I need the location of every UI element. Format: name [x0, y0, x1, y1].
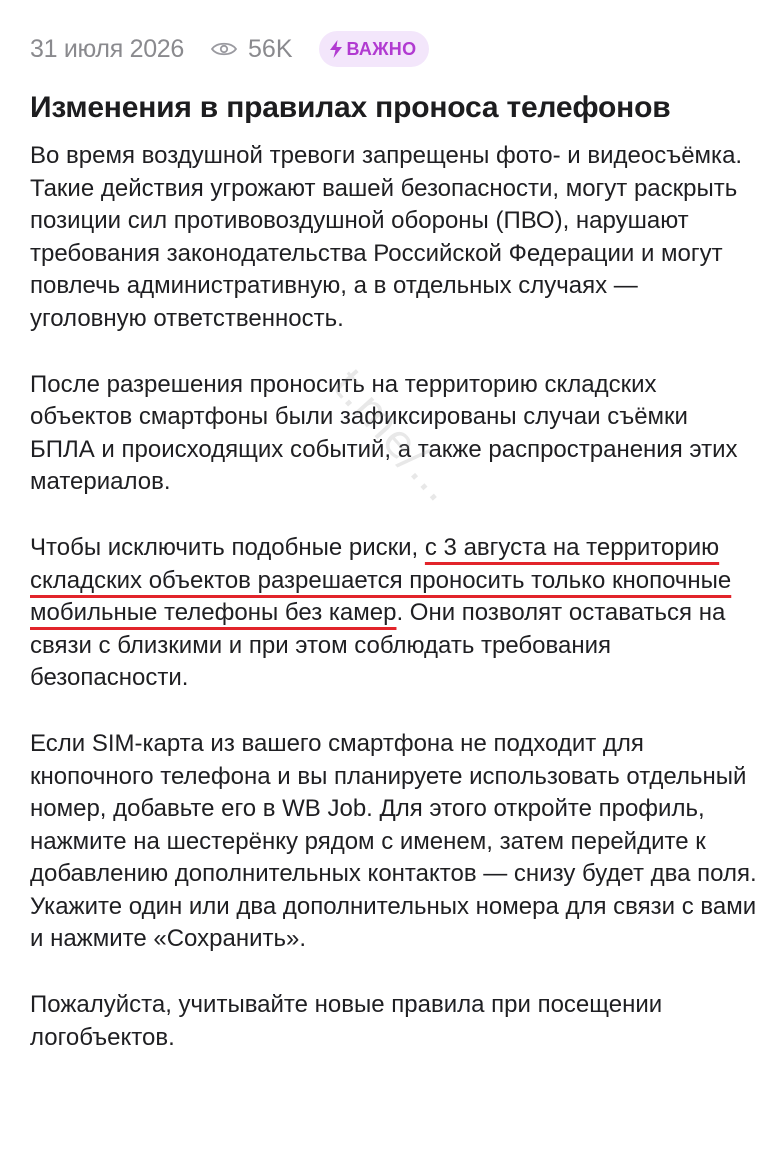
badge-label: ВАЖНО: [346, 38, 417, 59]
paragraph-4: Если SIM-карта из вашего смартфона не подходит для кнопочного телефона и вы планируете использовать отдельный номер, добавьте его в WB Job. Для этого откройте профиль, нажмите на шестерёнку рядом с именем, затем перейдите к добавлению дополнительных контактов — снизу будет два поля. Укажите один или два дополнительных номера для связи с вами и нажмите «Сохранить».: [30, 729, 757, 953]
paragraph-5: Пожалуйста, учитывайте новые правила при посещении логобъектов.: [30, 991, 663, 1051]
paragraph-3: [30, 532, 758, 695]
views-count: 56K: [248, 34, 293, 63]
article-meta: [30, 28, 758, 70]
publish-date: 31 июля 2026: [30, 34, 185, 63]
news-article: [30, 28, 758, 1054]
views-counter: [210, 35, 292, 64]
paragraph-3-end: . Они позволят оставаться на связи с близкими и при этом соблюдать требования безопасности.: [30, 599, 726, 692]
eye-icon: [210, 41, 238, 57]
paragraph-3-start: Чтобы исключить подобные риски,: [30, 533, 425, 561]
highlighted-rule: с 3 августа на территорию складских объектов разрешается проносить только кнопочные мобильные телефоны без камер: [30, 533, 732, 627]
channel-watermark: t.me/...: [322, 360, 466, 512]
article-title: Изменения в правилах проноса телефонов: [30, 91, 671, 124]
important-badge: [319, 31, 430, 67]
paragraph-1: Во время воздушной тревоги запрещены фото- и видеосъёмка. Такие действия угрожают вашей безопасности, могут раскрыть позиции сил противовоздушной обороны (ПВО), нарушают требования законодательства Российской Федерации и могут повлечь административную, а в отдельных случаях — уголовную ответственность.: [30, 142, 743, 332]
lightning-icon: [329, 40, 343, 58]
paragraph-2: После разрешения проносить на территорию складских объектов смартфоны были зафиксированы случаи съёмки БПЛА и происходящих событий, а также распространения этих материалов.: [30, 370, 738, 496]
